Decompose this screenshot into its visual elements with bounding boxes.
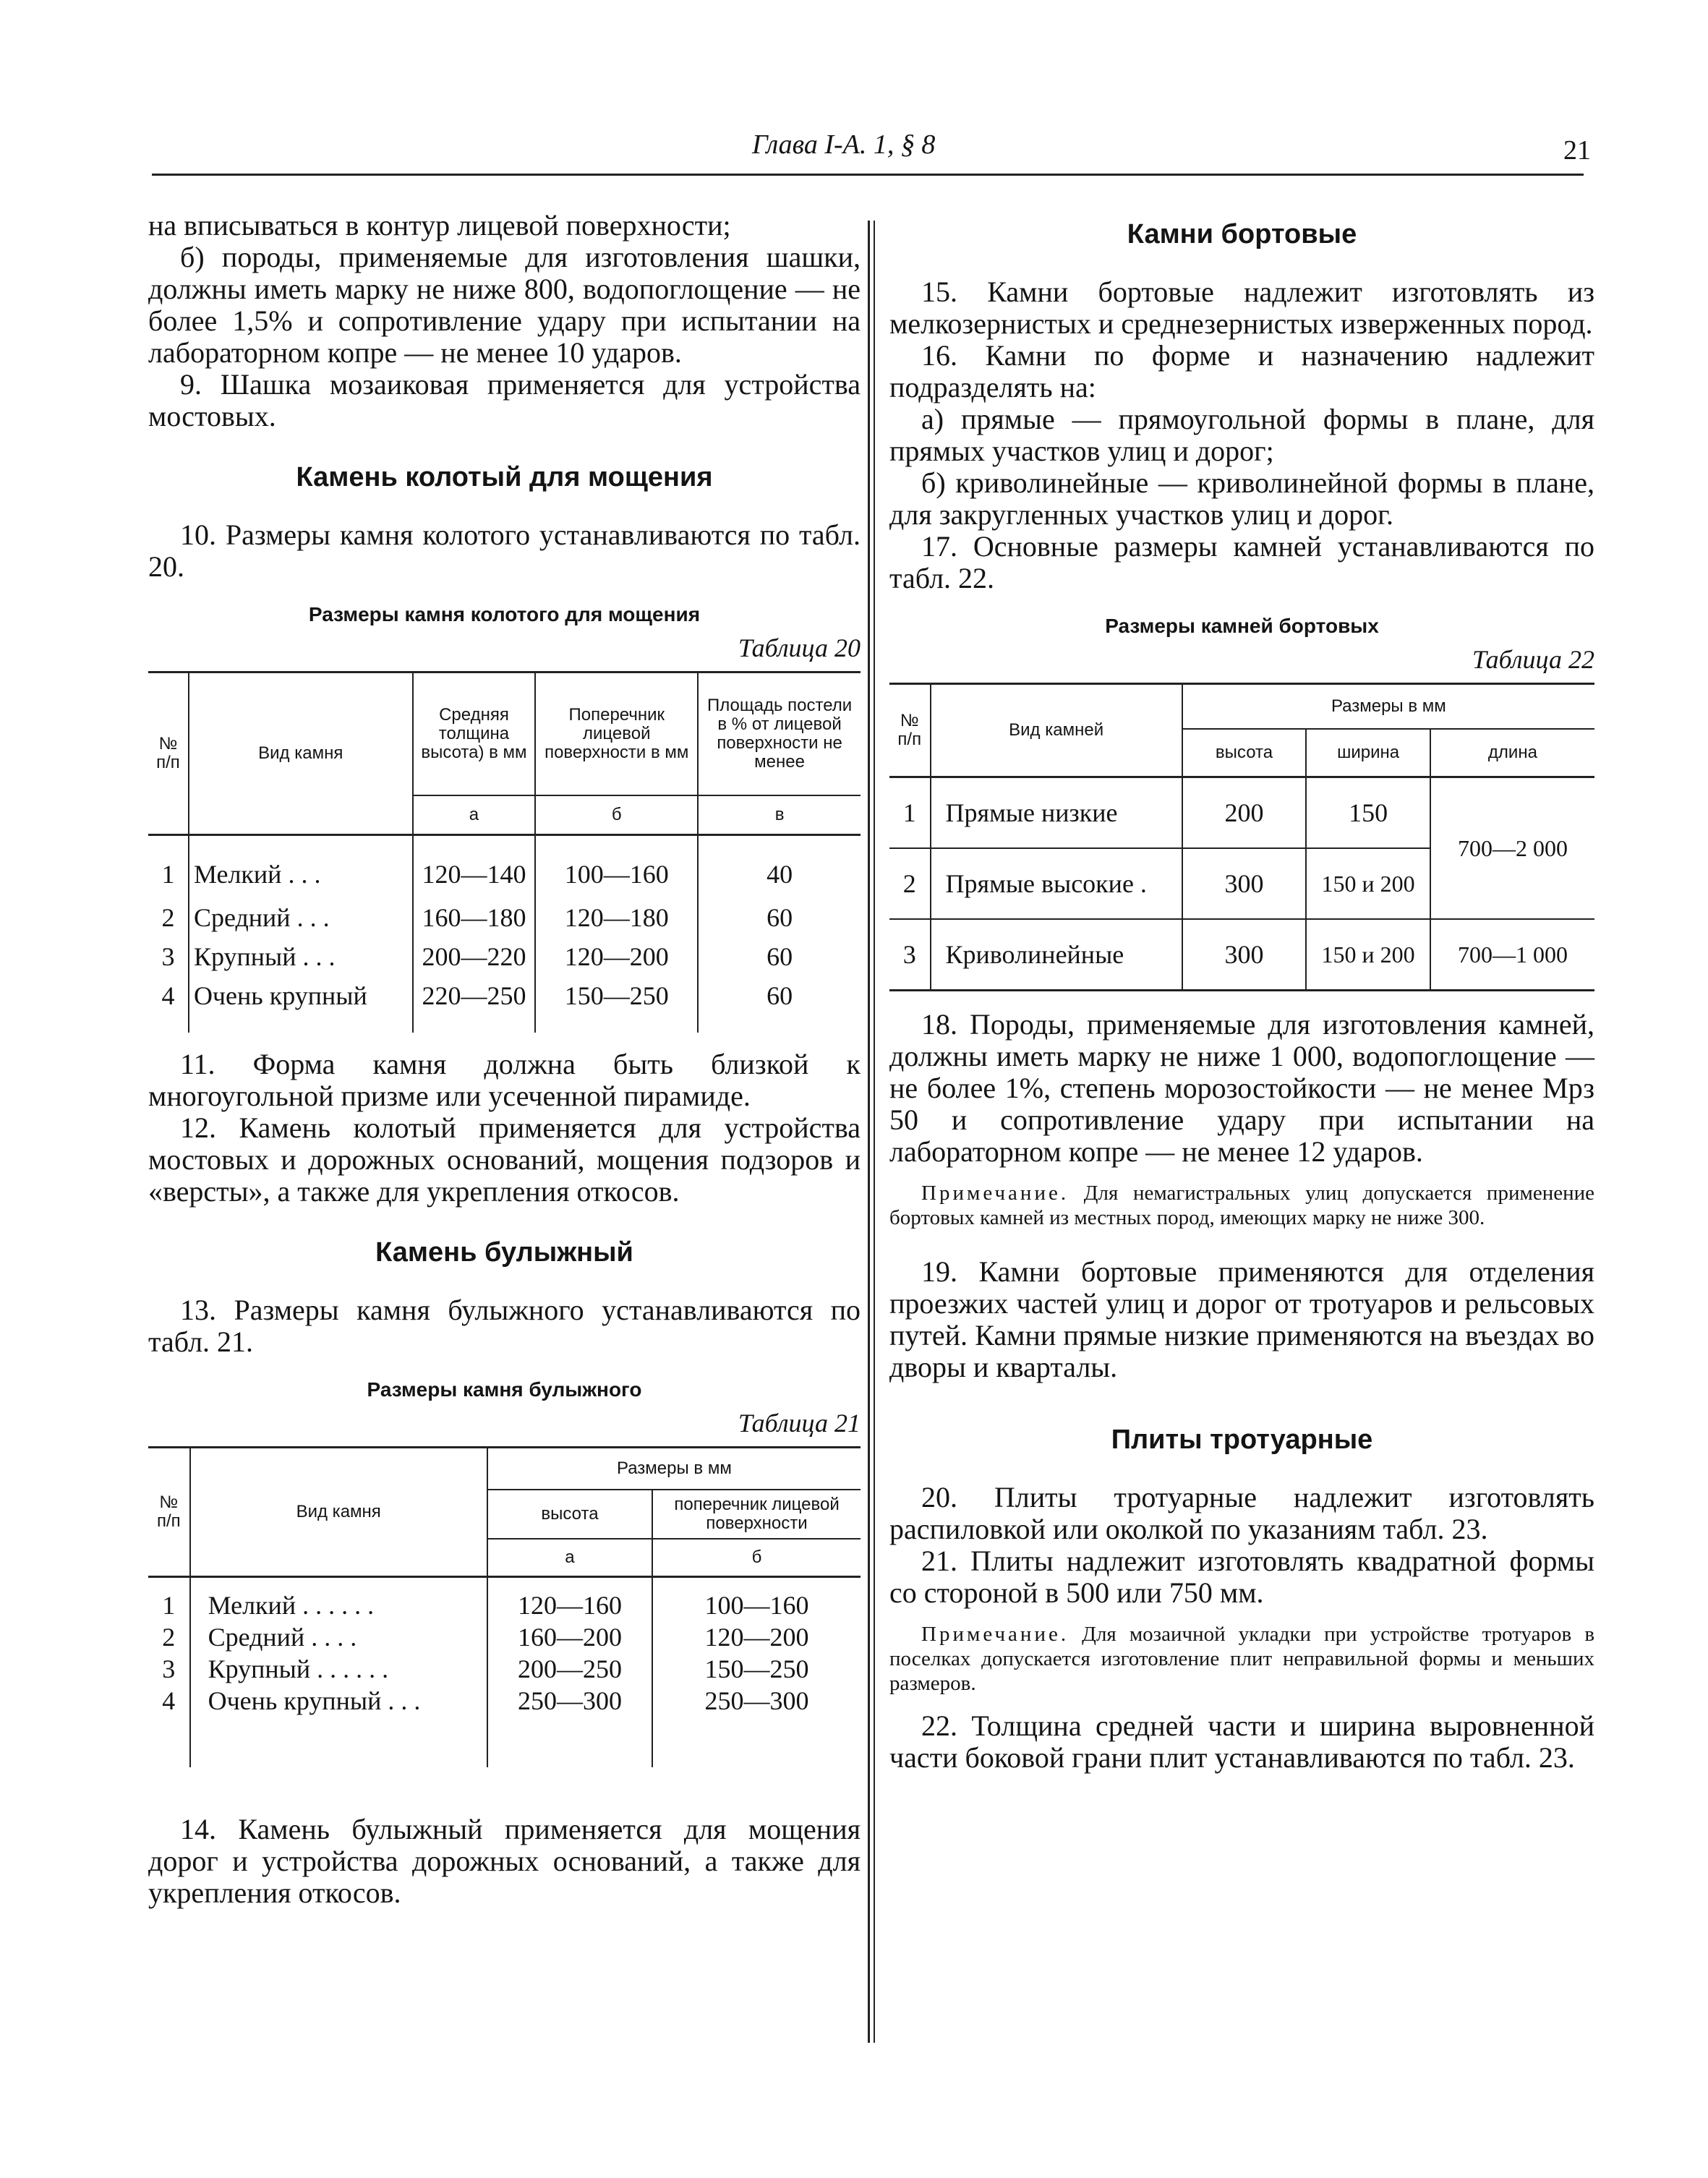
t21-h-pop: поперечник лицевой поверхности bbox=[652, 1490, 861, 1539]
t20-h-a: Средняя толщина высота) в мм bbox=[413, 672, 536, 796]
t20-l-b: б bbox=[535, 795, 698, 835]
column-divider bbox=[868, 221, 870, 2043]
note-2-text: Для мозаичной укладки при устройстве тротуаров в поселках допускается изготовление плит неправильной формы и меньших размеров. bbox=[889, 1623, 1595, 1695]
t22-h-vys: высота bbox=[1182, 729, 1307, 777]
table-row: 1 Мелкий . . . . . . 120—160 100—160 bbox=[148, 1577, 861, 1622]
table-22-number: Таблица 22 bbox=[1472, 645, 1594, 674]
table-row: 2 Средний . . . . 160—200 120—200 bbox=[148, 1621, 861, 1653]
t21-l-b: б bbox=[652, 1539, 861, 1577]
note-2-label: Примечание. bbox=[921, 1623, 1069, 1646]
paragraph-22: 22. Толщина средней части и ширина выровненной части боковой грани плит устанавливаются по табл. 23. bbox=[889, 1709, 1594, 1774]
header-rule bbox=[152, 174, 1584, 176]
t20-h-b: Поперечник лицевой поверхности в мм bbox=[535, 672, 698, 796]
paragraph-13: 13. Размеры камня булыжного устанавливаются по табл. 21. bbox=[148, 1294, 861, 1358]
t21-l-a: а bbox=[487, 1539, 652, 1577]
paragraph-18: 18. Породы, применяемые для изготовления камней, должны иметь марку не ниже 1 000, водопоглощение — не более 1%, степень морозостойкости — не менее Мрз 50 и сопротивление удару при испытании на лабораторном копре — не менее 12 ударов. bbox=[889, 1008, 1594, 1168]
paragraph-16a: а) прямые — прямоугольной формы в плане, для прямых участков улиц и дорог; bbox=[889, 403, 1594, 467]
column-divider-inner bbox=[874, 221, 875, 2043]
t20-l-c: в bbox=[698, 795, 861, 835]
table-20-title: Размеры камня колотого для мощения bbox=[308, 603, 701, 625]
note-2 bbox=[889, 1622, 1594, 1696]
paragraph-continuation: на вписываться в контур лицевой поверхности; bbox=[148, 209, 731, 242]
section-heading-kolotyi: Камень колотый для мощения bbox=[296, 462, 713, 492]
t22-h-vid: Вид камней bbox=[931, 684, 1182, 777]
paragraph-21: 21. Плиты надлежит изготовлять квадратной формы со стороной в 500 или 750 мм. bbox=[889, 1545, 1594, 1609]
table-row: 4 Очень крупный 220—250 150—250 60 bbox=[148, 976, 861, 1015]
note-1 bbox=[889, 1181, 1594, 1230]
paragraph-16: 16. Камни по форме и назначению надлежит подразделять на: bbox=[889, 339, 1594, 403]
note-1-text: Для немагистральных улиц допускается применение бортовых камней из местных пород, имеющих марку не ниже 300. bbox=[889, 1182, 1594, 1229]
section-heading-bulyzh: Камень булыжный bbox=[375, 1237, 633, 1268]
t21-h-sizes: Размеры в мм bbox=[487, 1448, 861, 1490]
paragraph-17: 17. Основные размеры камней устанавливаются по табл. 22. bbox=[889, 530, 1594, 594]
t21-h-vys: высота bbox=[487, 1490, 652, 1539]
table-22 bbox=[889, 683, 1594, 991]
t22-h-shir: ширина bbox=[1306, 729, 1430, 777]
table-20-number: Таблица 20 bbox=[738, 633, 861, 662]
t22-h-sizes: Размеры в мм bbox=[1182, 684, 1594, 730]
section-heading-bort: Камни бортовые bbox=[1127, 219, 1357, 249]
note-1-label: Примечание. bbox=[921, 1182, 1069, 1205]
paragraph-12: 12. Камень колотый применяется для устройства мостовых и дорожных оснований, мощения подзоров и «версты», а также для укрепления откосов. bbox=[148, 1111, 861, 1208]
t22-dl-merged: 700—2 000 bbox=[1430, 777, 1594, 920]
table-row: 3 Крупный . . . . . . 200—250 150—250 bbox=[148, 1653, 861, 1685]
left-column bbox=[148, 210, 861, 1909]
paragraph-14: 14. Камень булыжный применяется для мощения дорог и устройства дорожных оснований, а также для укрепления откосов. bbox=[148, 1813, 861, 1909]
paragraph-19: 19. Камни бортовые применяются для отделения проезжих частей улиц и дорог от тротуаров и рельсовых путей. Камни прямые низкие применяются на въездах во дворы и кварталы. bbox=[889, 1255, 1594, 1383]
table-22-title: Размеры камней бортовых bbox=[1105, 615, 1379, 637]
table-row: 1 Мелкий . . . 120—140 100—160 40 bbox=[148, 835, 861, 899]
table-row: 1 Прямые низкие 200 150 700—2 000 bbox=[889, 777, 1594, 849]
paragraph-11: 11. Форма камня должна быть близкой к многоугольной призме или усеченной пирамиде. bbox=[148, 1048, 861, 1112]
table-row: 3 Крупный . . . 200—220 120—200 60 bbox=[148, 937, 861, 976]
table-row: 4 Очень крупный . . . 250—300 250—300 bbox=[148, 1685, 861, 1717]
table-21 bbox=[148, 1446, 861, 1767]
paragraph-10: 10. Размеры камня колотого устанавливаются по табл. 20. bbox=[148, 518, 861, 583]
right-column bbox=[889, 210, 1594, 1774]
paragraph-20: 20. Плиты тротуарные надлежит изготовлять распиловкой или околкой по указаниям табл. 23. bbox=[889, 1481, 1594, 1545]
t22-h-num: № п/п bbox=[897, 711, 922, 749]
paragraph-8b: б) породы, применяемые для изготовления шашки, должны иметь марку не ниже 800, водопоглощение — не более 1,5% и сопротивление удару при испытании на лабораторном копре — не менее 10 ударов. bbox=[148, 241, 861, 369]
paragraph-9: 9. Шашка мозаиковая применяется для устройства мостовых. bbox=[148, 368, 861, 432]
paragraph-15: 15. Камни бортовые надлежит изготовлять из мелкозернистых и среднезернистых изверженных пород. bbox=[889, 276, 1594, 340]
running-header: Глава I-А. 1, § 8 bbox=[752, 129, 936, 160]
table-20 bbox=[148, 671, 861, 1033]
t20-h-num: № п/п bbox=[156, 734, 180, 772]
t20-h-vid: Вид камня bbox=[189, 672, 413, 835]
t21-h-vid: Вид камня bbox=[190, 1448, 487, 1577]
page-number: 21 bbox=[1563, 135, 1591, 166]
table-row: 2 Средний . . . 160—180 120—180 60 bbox=[148, 898, 861, 937]
t21-h-num: № п/п bbox=[156, 1492, 181, 1531]
table-21-title: Размеры камня булыжного bbox=[367, 1378, 642, 1401]
t22-h-dl: длина bbox=[1430, 729, 1594, 777]
table-21-number: Таблица 21 bbox=[738, 1409, 861, 1438]
t20-h-c: Площадь постели в % от лицевой поверхности не менее bbox=[698, 672, 861, 796]
t20-l-a: а bbox=[413, 795, 536, 835]
section-heading-plity: Плиты тротуарные bbox=[1111, 1425, 1373, 1455]
paragraph-16b: б) криволинейные — криволинейной формы в плане, для закругленных участков улиц и дорог. bbox=[889, 466, 1594, 531]
table-row: 2 Прямые высокие . 300 150 и 200 bbox=[889, 848, 1594, 919]
table-row: 3 Криволинейные 300 150 и 200 700—1 000 bbox=[889, 919, 1594, 991]
